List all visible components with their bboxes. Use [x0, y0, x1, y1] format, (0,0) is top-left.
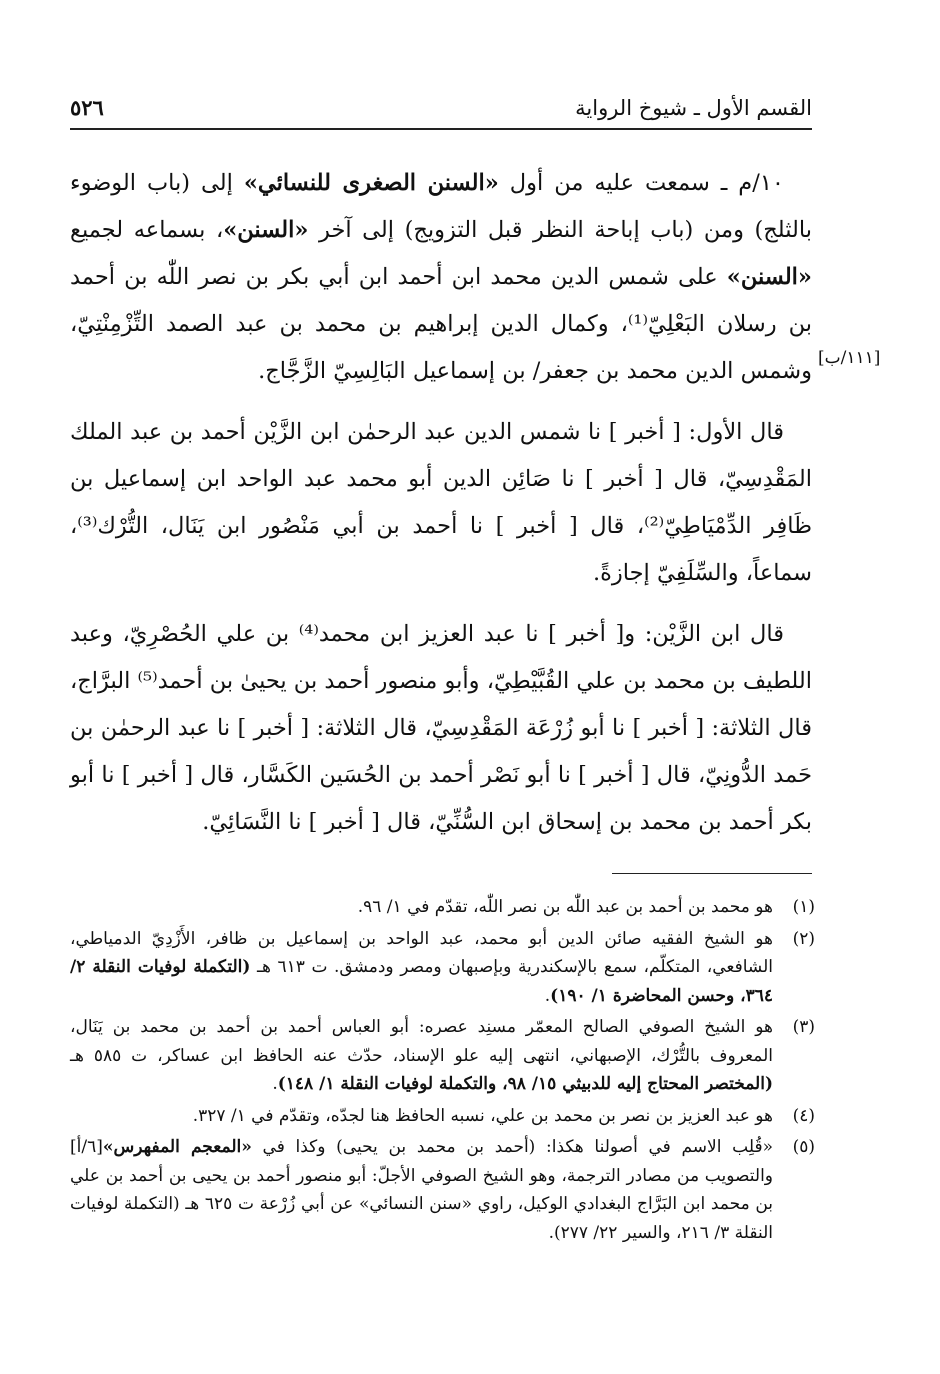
book-title: «السنن»: [726, 264, 812, 290]
footnote-body: هو محمد بن أحمد بن عبد اللّٰه بن نصر اللّٰه، تقدّم في ١/ ٩٦.: [357, 897, 773, 917]
book-title: «السنن»: [223, 217, 309, 243]
footnote-number: (٥): [792, 1137, 815, 1157]
footnote: [70, 893, 815, 922]
chain-paragraph-first: قال الأول: [ أخبر ] نا شمس الدين عبد الرحمٰن ابن الزَّيْن أحمد بن عبد الملك المَقْدِسِيّ، قال [ أخبر ] نا صَائِن الدين أبو محمد عبد الواحد ابن إسماعيل بن ظَافِر الدِّمْيَاطِيّ⁽²⁾، قال [ أخبر ] نا أحمد بن أبي مَنْصُور ابن يَنَال، التُّرْك⁽³⁾، سماعاً، والسِّلَفِيّ إجازةً.: [70, 419, 812, 586]
entry-text-part: إلى (باب الوضوء بالثلج) ومن (باب إباحة النظر قبل التزويج) إلى آخر: [70, 170, 813, 243]
footnote-text: [70, 1013, 773, 1099]
footnote-body: «قُلِب الاسم في أصولنا هكذا: (أحمد بن محمد بن يحيى) وكذا في: [251, 1137, 774, 1157]
footnote: [70, 1102, 815, 1131]
book-title: «السنن الصغرى للنسائي»: [243, 170, 499, 196]
footnote: [70, 925, 815, 1011]
footnote-text: [70, 925, 773, 1011]
running-title: القسم الأول ـ شيوخ الرواية: [575, 96, 812, 120]
page-number: ٥٢٦: [70, 95, 104, 120]
footnote-number: (١): [792, 897, 815, 917]
entry-text-part: ، بسماعه لجميع: [70, 217, 224, 243]
entry-text-part: ١٠/م ـ سمعت عليه من أول: [498, 170, 784, 196]
footnote-body: هو الشيخ الفقيه صائن الدين أبو محمد، عبد الواحد بن إسماعيل بن ظافر، الأَزْدِيّ الدمياطي، الشافعي، المتكلّم، سمع بالإسكندرية وبإصبهان ومصر ودمشق. ت ٦١٣ هـ: [70, 928, 773, 977]
chain-paragraph-second: قال ابن الزَّيْن: و[ أخبر ] نا عبد العزيز ابن محمد⁽⁴⁾ بن علي الحُصْرِيّ، وعبد اللطيف بن محمد بن علي القُبَّيْطِيّ، وأبو منصور أحمد بن يحيىٰ بن أحمد⁽⁵⁾ البرَّاج، قال الثلاثة: [ أخبر ] نا أبو زُرْعَة المَقْدِسِيّ، قال الثلاثة: [ أخبر ] نا عبد الرحمٰن بن حَمد الدُّونِيّ، قال [ أخبر ] نا أبو نَصْر أحمد بن الحُسَين الكَسَّار، قال [ أخبر ] نا أبو بكر أحمد بن محمد بن إسحاق ابن السُّنِّيّ، قال [ أخبر ] نا النَّسَائِيّ.: [70, 621, 812, 835]
footnotes: [70, 893, 815, 1250]
footnote-number: (٢): [792, 928, 815, 949]
footnote-reference: (المختصر المحتاج إليه للدبيثي ١٥/ ٩٨، والتكملة لوفيات النقلة ١/ ١٤٨): [277, 1074, 773, 1094]
footnote-tail: .: [544, 985, 551, 1006]
page-header: [70, 80, 812, 120]
entry-paragraph: [70, 160, 812, 395]
footnote-divider: [612, 873, 812, 874]
header-divider: [70, 128, 812, 130]
footnote-text: [70, 1133, 773, 1247]
entry-text-part: على شمس الدين محمد ابن أحمد ابن أبي بكر بن نصر اللّٰه بن أحمد بن رسلان البَعْلِيّ⁽¹⁾، وكمال الدين إبراهيم بن محمد بن عبد الصمد التِّزْمِنْتِيّ، وشمس الدين محمد بن جعفر/ بن إسماعيل البَالِسِيّ الزَّجَّاج.: [70, 264, 812, 384]
footnote-tail: [٦/أ] والتصويب من مصادر الترجمة، وهو الشيخ الصوفي الأجلّ: أبو منصور أحمد بن يحيى بن أحمد بن علي بن محمد ابن البَرَّاج البغدادي الوكيل، راوي «سنن النسائي» عن أبي زُرْعة ت ٦٢٥ هـ (التكملة لوفيات النقلة ٣/ ٢١٦، والسير ٢٢/ ٢٧٧).: [70, 1137, 773, 1243]
main-text: [70, 160, 812, 860]
footnote-tail: .: [272, 1074, 278, 1094]
manuscript-folio-note: [١١١/ب]: [818, 348, 881, 368]
footnote-reference: «المعجم المفهرس»: [102, 1137, 252, 1157]
footnote-body: هو الشيخ الصوفي الصالح المعمّر مسنِد عصره: أبو العباس أحمد بن أحمد بن محمد بن يَنَال، المعروف بالتُّرْك، الإصبهاني، انتهى إليه علو الإسناد، حدّث عنه الحافظ ابن عساكر، ت ٥٨٥ هـ: [70, 1017, 773, 1066]
footnote: [70, 1133, 815, 1247]
footnote-reference: (التكملة لوفيات النقلة ٢/ ٣٦٤، وحسن المحاضرة ١/ ١٩٠): [70, 957, 773, 1006]
footnote: [70, 1013, 815, 1099]
footnote-text: [70, 893, 773, 922]
footnote-number: (٣): [792, 1017, 815, 1037]
footnote-number: (٤): [792, 1105, 815, 1126]
footnote-text: [70, 1102, 773, 1131]
footnote-body: هو عبد العزيز بن نصر بن محمد بن علي، نسبه الحافظ هنا لجدّه، وتقدّم في ١/ ٣٢٧.: [192, 1105, 773, 1126]
